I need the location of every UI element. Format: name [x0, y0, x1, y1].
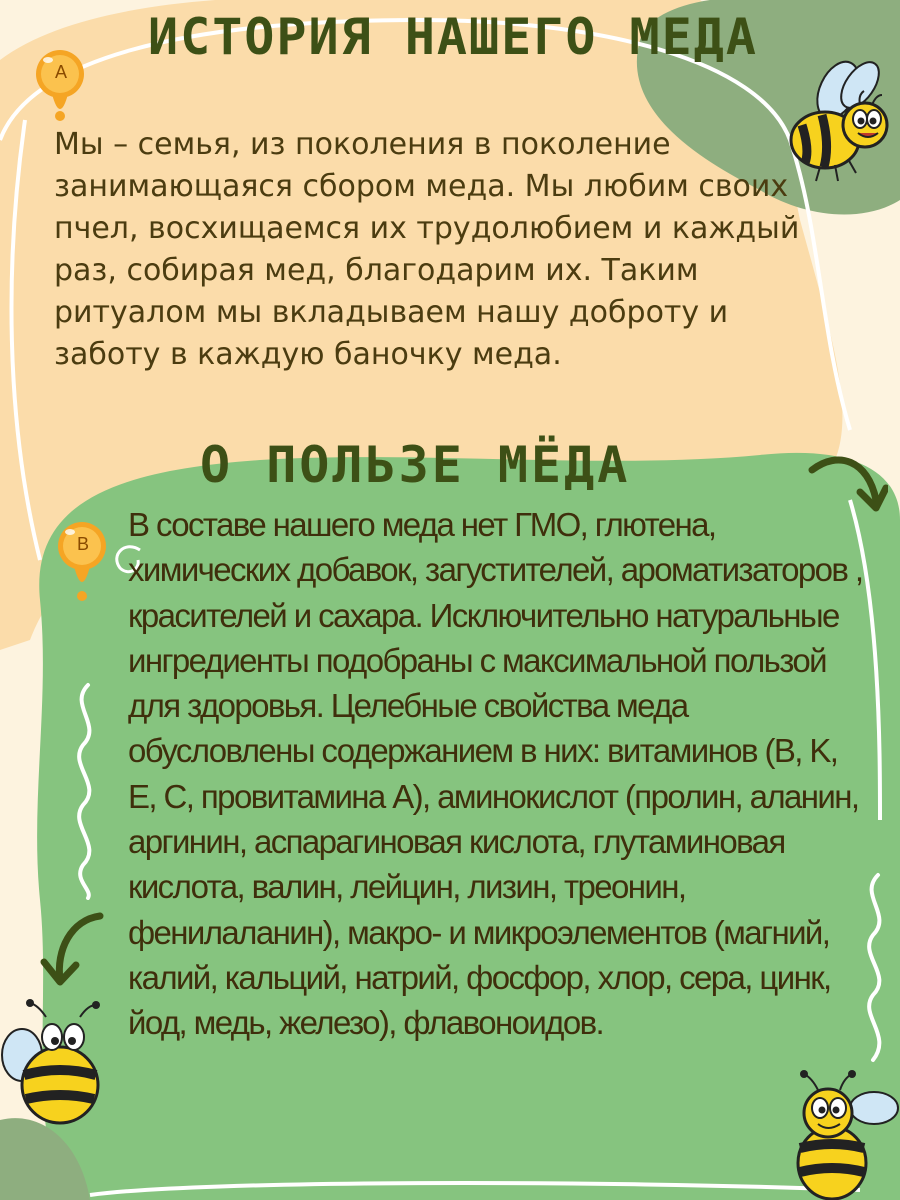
badge-a-label: A [54, 62, 67, 82]
section-a-title: ИСТОРИЯ НАШЕГО МЕДА [148, 8, 758, 66]
honey-drop-icon [32, 44, 92, 124]
section-b-text: В составе нашего меда нет ГМО, глютена, химических добавок, загустителей, ароматизаторов , красителей и сахара. Исключительно натуральные ингредиенты подобраны с максимальной пользой для здоровья. Целебные свойства меда обусловлены содержанием в них: витаминов (B, K, E, C, провитамина А), аминокислот (пролин, аланин, аргинин, аспарагиновая кислота, глутаминовая кислота, валин, лейцин, лизин, треонин, фенилаланин), макро- и микроэлементов (магний, калий, кальций, натрий, фосфор, хлор, сера, цинк, йод, медь, железо), флавоноидов. [128, 506, 863, 1042]
section-a-text: Мы – семья, из поколения в поколение занимающаяся сбором меда. Мы любим своих пчел, восхищаемся их трудолюбием и каждый раз, собирая мед, благодарим их. Таким ритуалом мы вкладываем нашу доброту и заботу в каждую баночку меда. [54, 127, 800, 372]
squiggle-icon [68, 680, 108, 900]
honey-drop-icon [52, 516, 112, 606]
badge-b-label: B [76, 534, 89, 554]
arrow-icon [36, 910, 106, 990]
bee-icon [0, 995, 110, 1130]
section-b-title: О ПОЛЬЗЕ МЁДА [200, 436, 631, 494]
bee-icon [782, 1068, 900, 1200]
